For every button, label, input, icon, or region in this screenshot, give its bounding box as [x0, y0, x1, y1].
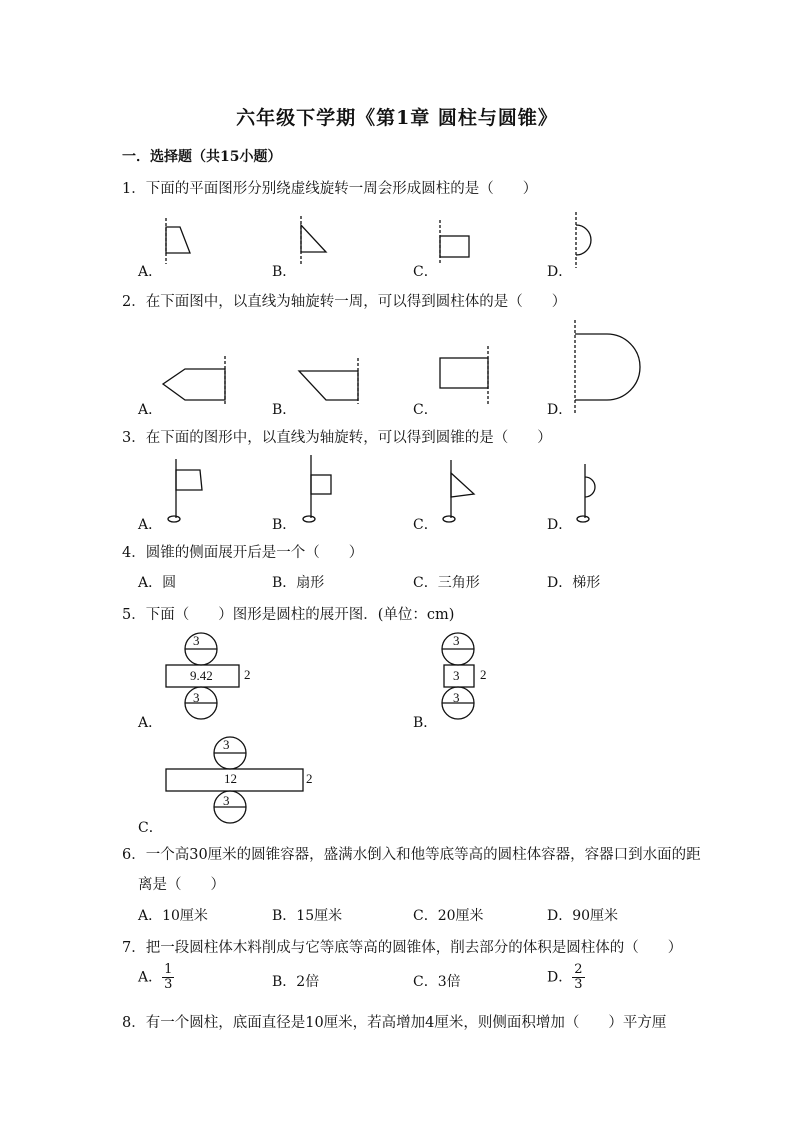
q7-d-numerator: 2 — [574, 962, 583, 977]
q2c-rectangle-figure — [440, 346, 488, 404]
q5-option-c: C． — [138, 820, 163, 836]
q3-option-a: A． — [138, 517, 163, 533]
q7-option-c: C．3倍 — [413, 974, 461, 990]
q1c-rectangle-figure — [440, 220, 469, 264]
q5a-height-label: 2 — [244, 667, 251, 682]
q5b-height-label: 2 — [480, 667, 487, 682]
q6-option-c: C．20厘米 — [413, 908, 484, 924]
q5a-net-figure — [166, 633, 239, 719]
q5b-bottom-circle-label: 3 — [453, 690, 460, 705]
q2b-parallelogram-figure — [299, 358, 358, 404]
page-title: 六年级下学期《第1章 圆柱与圆锥》 — [236, 107, 558, 129]
q7-d-denominator: 3 — [574, 977, 583, 992]
q7-a-denominator: 3 — [164, 977, 173, 992]
question-8-text: 8．有一个圆柱，底面直径是10厘米，若高增加4厘米，则侧面积增加（ ）平方厘 — [122, 1015, 667, 1031]
q7-option-d-label: D． — [547, 969, 573, 986]
q5-option-a: A． — [138, 715, 163, 731]
q5c-rect-label: 12 — [224, 771, 237, 786]
q3d-flag-figure — [577, 464, 595, 522]
q7-option-a-label: A． — [138, 969, 163, 986]
q5c-net-figure — [166, 737, 303, 823]
q5b-net-figure — [442, 633, 474, 719]
section-heading: 一．选择题（共15小题） — [122, 149, 282, 165]
q5c-height-label: 2 — [306, 771, 313, 786]
q2-option-a: A． — [138, 402, 163, 418]
q2d-d-shape-figure — [575, 320, 640, 414]
q2-option-b: B． — [272, 402, 297, 418]
question-1-text: 1．下面的平面图形分别绕虚线旋转一周会形成圆柱的是（ ） — [122, 181, 538, 197]
question-7-text: 7．把一段圆柱体木料削成与它等底等高的圆锥体，削去部分的体积是圆柱体的（ ） — [122, 940, 683, 956]
q5a-bottom-circle-label: 3 — [193, 690, 200, 705]
q1-option-a: A． — [138, 264, 163, 280]
question-4-text: 4．圆锥的侧面展开后是一个（ ） — [122, 545, 364, 561]
q6-option-a: A．10厘米 — [138, 908, 208, 924]
question-6-text-line1: 6．一个高30厘米的圆锥容器，盛满水倒入和他等底等高的圆柱体容器，容器口到水面的距 — [122, 847, 701, 863]
question-3-text: 3．在下面的图形中，以直线为轴旋转，可以得到圆锥的是（ ） — [122, 430, 552, 446]
q6-option-d: D．90厘米 — [547, 908, 619, 924]
q3-option-b: B． — [272, 517, 297, 533]
question-2-text: 2．在下面图中，以直线为轴旋转一周，可以得到圆柱体的是（ ） — [122, 294, 567, 310]
q4-option-c: C．三角形 — [413, 575, 480, 591]
question-5-text: 5．下面（ ）图形是圆柱的展开图．(单位：cm) — [122, 607, 455, 623]
q3a-flag-figure — [168, 459, 202, 522]
q5-option-b: B． — [413, 715, 438, 731]
q4-option-d: D．梯形 — [547, 575, 601, 591]
q1-option-c: C． — [413, 264, 438, 280]
q3c-flag-figure — [443, 460, 474, 522]
q3-option-c: C． — [413, 517, 438, 533]
q1d-semicircle-figure — [576, 212, 591, 268]
q7-option-b: B．2倍 — [272, 974, 320, 990]
q5c-top-circle-label: 3 — [223, 737, 230, 752]
q2-option-c: C． — [413, 402, 438, 418]
q1-option-b: B． — [272, 264, 297, 280]
q6-option-b: B．15厘米 — [272, 908, 343, 924]
q2a-pentagon-figure — [163, 356, 225, 404]
question-6-text-line2: 离是（ ） — [138, 877, 225, 893]
q1b-triangle-figure — [301, 216, 326, 264]
q3b-flag-figure — [303, 455, 331, 522]
q5c-bottom-circle-label: 3 — [223, 793, 230, 808]
q5a-top-circle-label: 3 — [193, 633, 200, 648]
q4-option-a: A．圆 — [138, 575, 177, 591]
q4-option-b: B．扇形 — [272, 575, 325, 591]
q1a-trapezoid-figure — [166, 218, 190, 264]
q1-option-d: D． — [547, 264, 573, 280]
q2-option-d: D． — [547, 402, 573, 418]
q3-option-d: D． — [547, 517, 573, 533]
q5b-rect-label: 3 — [453, 668, 460, 683]
q7-a-numerator: 1 — [164, 962, 173, 977]
q5b-top-circle-label: 3 — [453, 633, 460, 648]
q5a-rect-label: 9.42 — [190, 668, 213, 683]
